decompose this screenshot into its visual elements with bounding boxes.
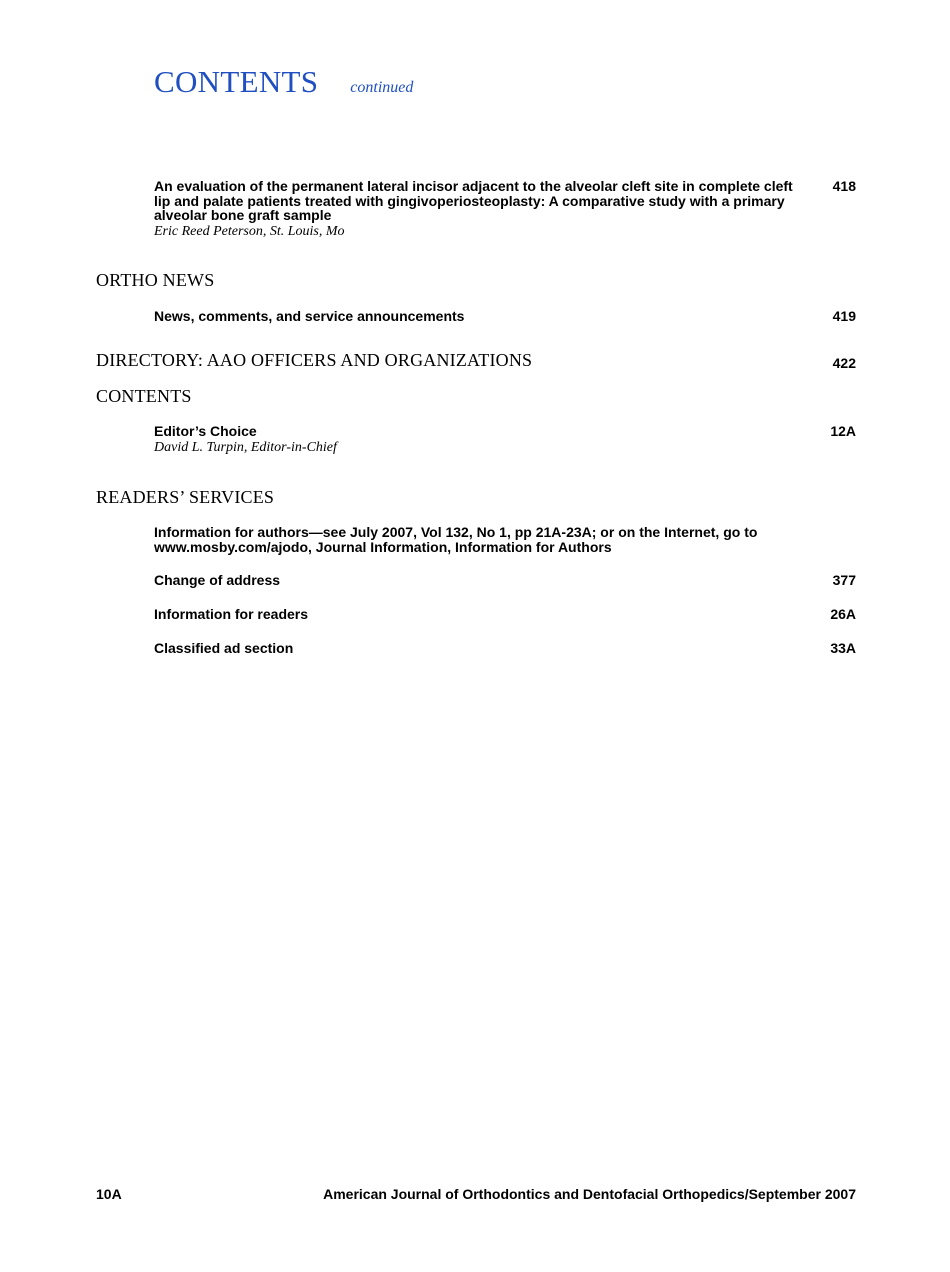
toc-entry-editors-choice [154, 424, 856, 457]
page-number: 377 [832, 572, 856, 588]
page-number: 33A [830, 640, 856, 656]
article-title: Editor’s Choice [154, 423, 257, 439]
section-heading-readers-services: READERS’ SERVICES [96, 487, 275, 507]
toc-entry-change-address [154, 573, 856, 588]
page-header [154, 64, 413, 100]
footer-journal-title: American Journal of Orthodontics and Dentofacial Orthopedics/September 2007 [323, 1186, 856, 1202]
footer-page-number: 10A [96, 1186, 122, 1202]
toc-entry-peterson [154, 179, 856, 241]
article-title: An evaluation of the permanent lateral incisor adjacent to the alveolar cleft site in complete cleft lip and palate patients treated with gingivoperiosteoplasty: A comparative study with a primary alveolar bone graft sample [154, 178, 793, 224]
article-title: Information for readers [154, 606, 309, 622]
toc-entry-classified [154, 641, 856, 656]
article-author: Eric Reed Peterson, St. Louis, Mo [154, 223, 345, 239]
toc-entry-info-readers [154, 607, 856, 622]
toc-entry-news [154, 309, 856, 324]
article-title: Change of address [154, 572, 281, 588]
page-number: 12A [830, 423, 856, 439]
section-heading-ortho-news: ORTHO NEWS [96, 270, 215, 290]
page-number: 26A [830, 606, 856, 622]
section-heading-directory: DIRECTORY: AAO OFFICERS AND ORGANIZATIONS [96, 350, 533, 370]
page-title: CONTENTS [154, 64, 319, 99]
continued-label: continued [350, 79, 414, 96]
section-heading-contents: CONTENTS [96, 386, 192, 406]
section-page-number: 422 [832, 355, 856, 371]
article-title: News, comments, and service announcements [154, 308, 465, 324]
page-number: 419 [832, 308, 856, 324]
article-title: Classified ad section [154, 640, 294, 656]
article-title: Information for authors—see July 2007, Vol 132, No 1, pp 21A-23A; or on the Internet, go to www.mosby.com/ajodo, Journal Information, Information for Authors [154, 524, 758, 555]
article-author: David L. Turpin, Editor-in-Chief [154, 439, 337, 455]
page-number: 418 [832, 178, 856, 194]
toc-entry-info-authors [154, 525, 856, 554]
